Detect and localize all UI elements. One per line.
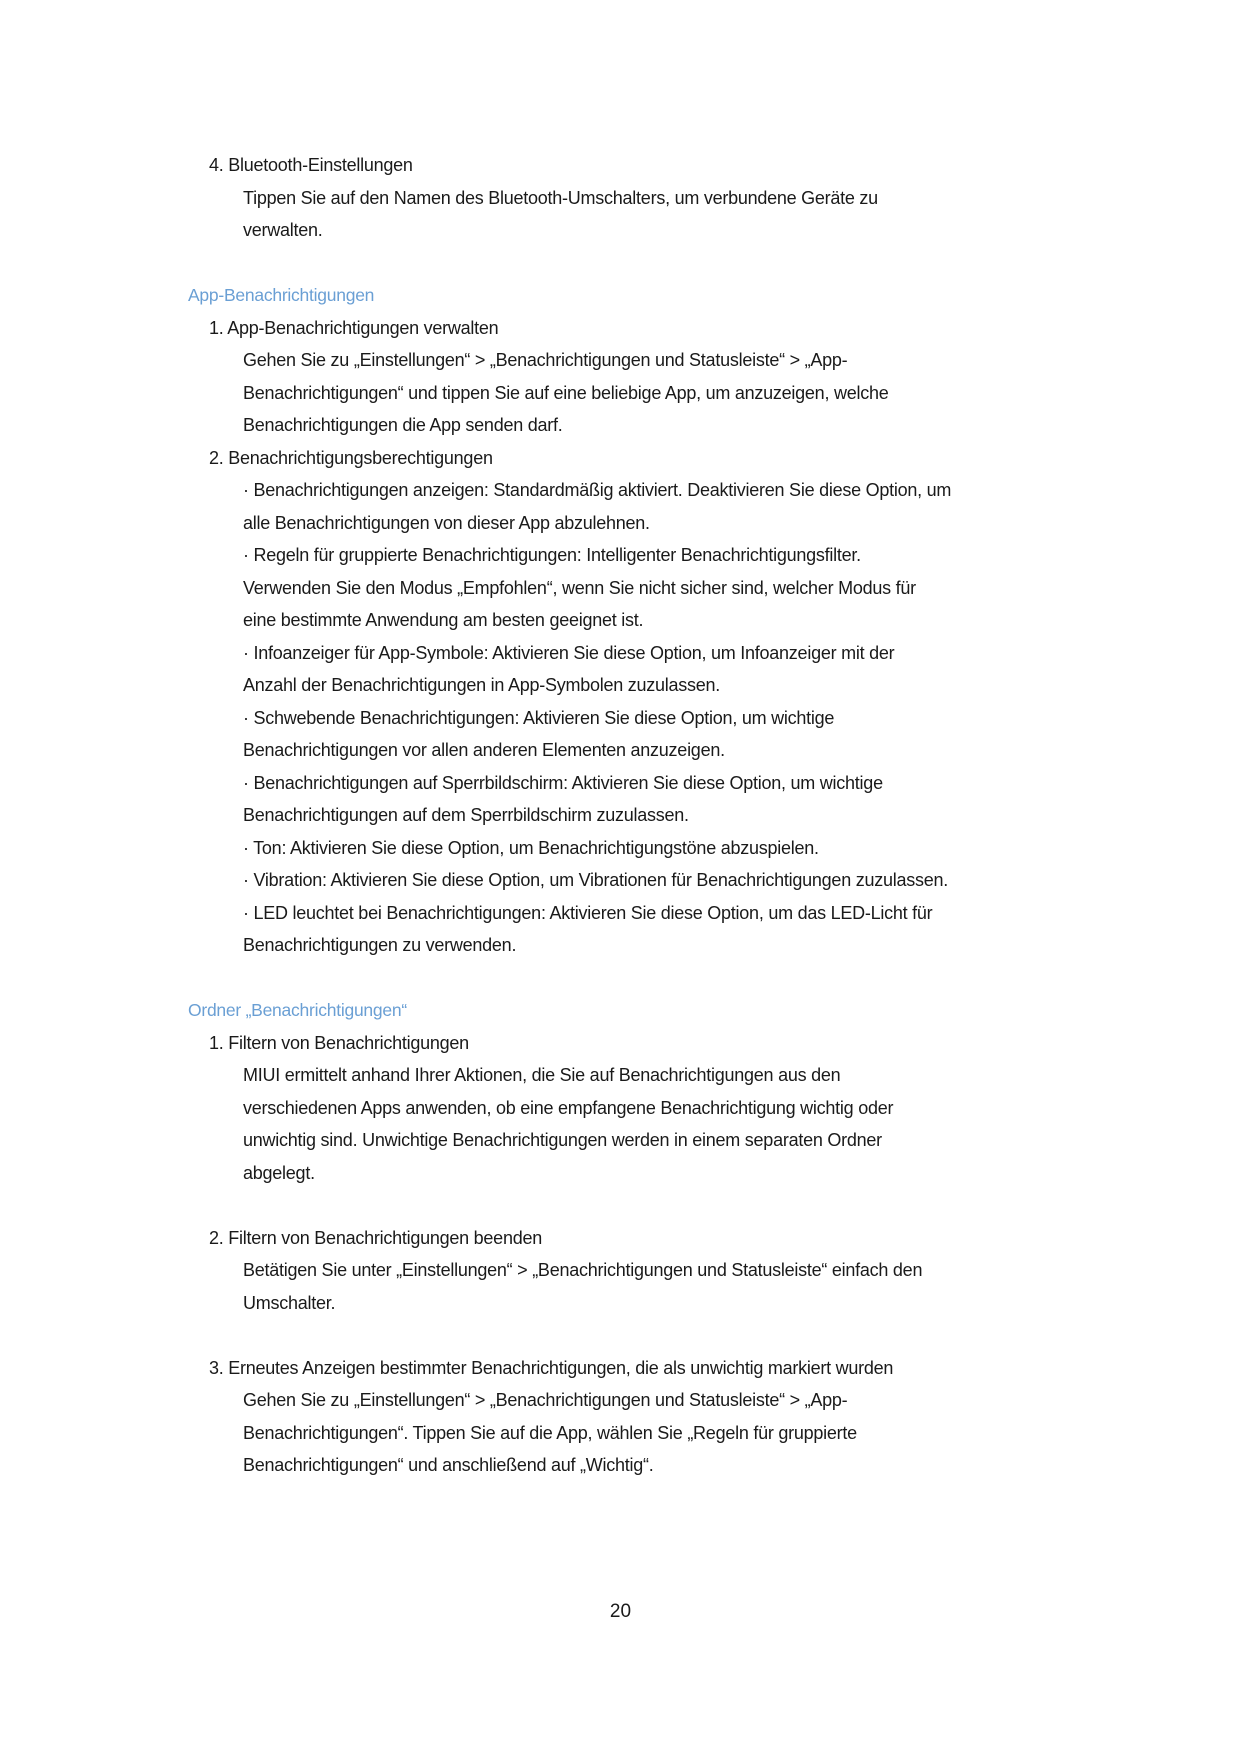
list-item-title: 2. Benachrichtigungsberechtigungen	[209, 448, 493, 468]
bullet-line: eine bestimmte Anwendung am besten geeignet ist.	[243, 610, 644, 630]
paragraph-line: verschiedenen Apps anwenden, ob eine empfangene Benachrichtigung wichtig oder	[243, 1098, 894, 1118]
bullet-line: Verwenden Sie den Modus „Empfohlen“, wenn Sie nicht sicher sind, welcher Modus für	[243, 578, 916, 598]
bullet-line: · Benachrichtigungen anzeigen: Standardmäßig aktiviert. Deaktivieren Sie diese Option, um	[243, 480, 952, 500]
bullet-line: Benachrichtigungen vor allen anderen Elementen anzuzeigen.	[243, 740, 725, 760]
paragraph-line: Gehen Sie zu „Einstellungen“ > „Benachrichtigungen und Statusleiste“ > „App-	[243, 1390, 848, 1410]
paragraph-line: unwichtig sind. Unwichtige Benachrichtigungen werden in einem separaten Ordner	[243, 1130, 882, 1150]
bullet-line: · Vibration: Aktivieren Sie diese Option, um Vibrationen für Benachrichtigungen zuzulassen.	[243, 870, 949, 890]
paragraph-line: Benachrichtigungen“ und tippen Sie auf eine beliebige App, um anzuzeigen, welche	[243, 383, 889, 403]
paragraph-line: verwalten.	[243, 220, 323, 240]
bullet-line: Benachrichtigungen zu verwenden.	[243, 935, 517, 955]
paragraph-line: Benachrichtigungen die App senden darf.	[243, 415, 563, 435]
section-heading: Ordner „Benachrichtigungen“	[188, 1000, 407, 1020]
paragraph-line: Gehen Sie zu „Einstellungen“ > „Benachrichtigungen und Statusleiste“ > „App-	[243, 350, 848, 370]
list-item-title: 1. Filtern von Benachrichtigungen	[209, 1033, 469, 1053]
paragraph-line: Umschalter.	[243, 1293, 336, 1313]
paragraph-line: Benachrichtigungen“ und anschließend auf „Wichtig“.	[243, 1455, 654, 1475]
bullet-line: · LED leuchtet bei Benachrichtigungen: Aktivieren Sie diese Option, um das LED-Licht für	[243, 903, 933, 923]
bullet-line: · Infoanzeiger für App-Symbole: Aktivieren Sie diese Option, um Infoanzeiger mit der	[243, 643, 895, 663]
bullet-line: Anzahl der Benachrichtigungen in App-Symbolen zuzulassen.	[243, 675, 721, 695]
list-item-title: 3. Erneutes Anzeigen bestimmter Benachrichtigungen, die als unwichtig markiert wurden	[209, 1358, 894, 1378]
bullet-line: · Ton: Aktivieren Sie diese Option, um Benachrichtigungstöne abzuspielen.	[243, 838, 819, 858]
bullet-line: · Benachrichtigungen auf Sperrbildschirm: Aktivieren Sie diese Option, um wichtige	[243, 773, 883, 793]
bullet-line: · Regeln für gruppierte Benachrichtigungen: Intelligenter Benachrichtigungsfilter.	[243, 545, 861, 565]
list-item-title: 4. Bluetooth-Einstellungen	[209, 155, 413, 175]
page-number: 20	[609, 1601, 632, 1622]
bullet-line: · Schwebende Benachrichtigungen: Aktivieren Sie diese Option, um wichtige	[243, 708, 835, 728]
paragraph-line: Benachrichtigungen“. Tippen Sie auf die App, wählen Sie „Regeln für gruppierte	[243, 1423, 857, 1443]
paragraph-line: abgelegt.	[243, 1163, 315, 1183]
list-item-title: 1. App-Benachrichtigungen verwalten	[209, 318, 499, 338]
paragraph-line: Tippen Sie auf den Namen des Bluetooth-Umschalters, um verbundene Geräte zu	[243, 188, 878, 208]
bullet-line: alle Benachrichtigungen von dieser App abzulehnen.	[243, 513, 650, 533]
list-item-title: 2. Filtern von Benachrichtigungen beenden	[209, 1228, 542, 1248]
paragraph-line: Betätigen Sie unter „Einstellungen“ > „Benachrichtigungen und Statusleiste“ einfach den	[243, 1260, 923, 1280]
section-heading: App-Benachrichtigungen	[188, 285, 375, 305]
bullet-line: Benachrichtigungen auf dem Sperrbildschirm zuzulassen.	[243, 805, 689, 825]
paragraph-line: MIUI ermittelt anhand Ihrer Aktionen, die Sie auf Benachrichtigungen aus den	[243, 1065, 841, 1085]
